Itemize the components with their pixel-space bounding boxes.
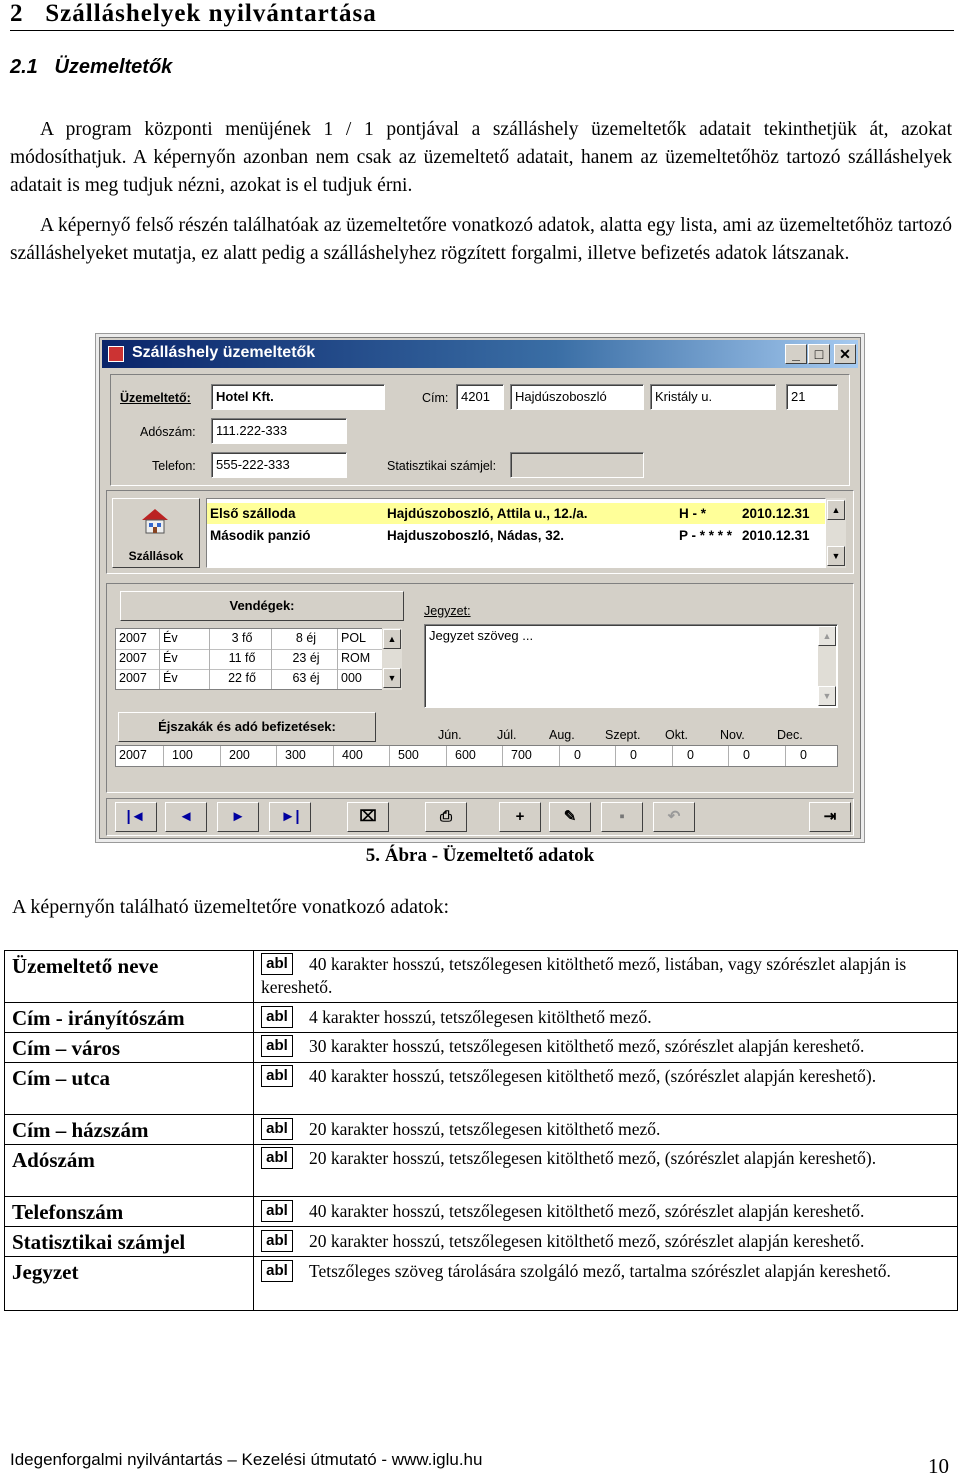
field-name: Statisztikai számjel xyxy=(12,1230,186,1254)
prev-record-icon[interactable]: ◄ xyxy=(165,802,207,832)
payment-value: 0 xyxy=(729,746,786,766)
table-row-divider xyxy=(5,1032,957,1033)
payment-value: 100 xyxy=(164,746,221,766)
lodging-row[interactable] xyxy=(207,525,826,546)
save-icon[interactable]: ▪ xyxy=(601,802,643,832)
operator-label: Üzemeltető: xyxy=(120,391,191,405)
maximize-button[interactable]: □ xyxy=(808,344,830,364)
payment-value: 600 xyxy=(447,746,503,766)
address-label: Cím: xyxy=(422,391,449,405)
payment-value: 700 xyxy=(503,746,560,766)
section-heading: 2 Szálláshelyek nyilvántartása xyxy=(10,0,377,27)
guest-year: 2007 xyxy=(116,669,160,689)
guest-row[interactable] xyxy=(116,649,399,670)
window-title: Szálláshely üzemeltetők xyxy=(132,344,316,361)
text-field-icon: abl xyxy=(261,1147,293,1169)
guest-period: Év xyxy=(160,649,210,669)
page-number: 10 xyxy=(928,1454,949,1478)
field-name: Üzemeltető neve xyxy=(12,954,159,978)
field-description: abl 40 karakter hosszú, tetszőlegesen kitölthető mező, szórészlet alapján kereshető. xyxy=(261,1200,951,1223)
lodging-name: Első szálloda xyxy=(210,506,296,521)
houseno-field[interactable]: 21 xyxy=(786,384,838,410)
guests-grid[interactable] xyxy=(115,628,400,690)
field-description: abl 20 karakter hosszú, tetszőlegesen kitölthető mező. xyxy=(261,1118,951,1141)
page-footer: Idegenforgalmi nyilvántartás – Kezelési útmutató - www.iglu.hu xyxy=(10,1450,483,1469)
guests-scrollbar[interactable] xyxy=(382,628,402,690)
stat-label: Statisztikai számjel: xyxy=(387,459,497,473)
nav-toolbar xyxy=(106,798,854,836)
paragraph-1: A program központi menüjének 1 / 1 pontjával a szálláshely üzemeltetők adatait tekinthetjük át, azokat módosíthatjuk. A képernyőn azonban nem csak az üzemeltető adatait, hanem az üzemeltetőhöz tartozó szálláshelyek adatait is meg tudjuk nézni, azokat is el tudjuk érni. xyxy=(10,119,952,196)
subsection-heading: 2.1 Üzemeltetők xyxy=(10,56,173,78)
guest-country: 000 xyxy=(341,671,362,685)
filter-icon[interactable]: ⌧ xyxy=(347,802,389,832)
text-field-icon: abl xyxy=(261,1006,293,1028)
guest-row[interactable] xyxy=(116,669,399,689)
payment-value: 500 xyxy=(390,746,447,766)
payment-value: 0 xyxy=(560,746,616,766)
lodgings-scrollbar[interactable] xyxy=(826,498,846,568)
scroll-down-icon[interactable]: ▼ xyxy=(818,686,836,706)
lodging-date: 2010.12.31 xyxy=(742,506,810,521)
figure-caption: 5. Ábra - Üzemeltető adatok xyxy=(365,845,595,866)
city-field[interactable]: Hajdúszoboszló xyxy=(510,384,644,410)
table-row-divider xyxy=(5,1062,957,1063)
phone-label: Telefon: xyxy=(152,459,196,473)
payment-value: 200 xyxy=(221,746,277,766)
field-name: Cím - irányítószám xyxy=(12,1006,185,1030)
field-description: abl 20 karakter hosszú, tetszőlegesen kitölthető mező, szórészlet alapján kereshető. xyxy=(261,1230,951,1253)
minimize-button[interactable]: _ xyxy=(785,344,807,364)
month-label: Nov. xyxy=(720,728,745,742)
paragraph-2: A képernyő felső részén találhatóak az üzemeltetőre vonatkozó adatok, alatta egy lista, ami az üzemeltetőhöz tartozó szálláshelyeket mutatja, ez alatt pedig a szálláshelyhez rögzített forgalmi, illetve befizetés adatok látszanak. xyxy=(10,215,952,264)
guest-country: POL xyxy=(341,631,367,645)
lodging-address: Hajdúszoboszló, Attila u., 12./a. xyxy=(387,506,588,521)
text-field-icon: abl xyxy=(261,1200,293,1222)
guest-persons: 22 fő xyxy=(210,669,272,689)
table-row-divider xyxy=(5,1114,957,1115)
notes-field[interactable]: Jegyzet szöveg ... xyxy=(424,624,838,708)
notes-scrollbar[interactable] xyxy=(818,626,836,706)
lodgings-button[interactable] xyxy=(112,498,200,568)
guest-nights: 63 éj xyxy=(272,669,338,689)
lodgings-list[interactable] xyxy=(206,498,826,568)
taxno-field[interactable]: 111.222-333 xyxy=(211,418,347,444)
first-record-icon[interactable]: |◄ xyxy=(115,802,157,832)
field-name: Jegyzet xyxy=(12,1260,79,1284)
field-name: Cím – utca xyxy=(12,1066,110,1090)
guest-persons: 3 fő xyxy=(210,629,272,649)
payments-grid[interactable] xyxy=(115,745,838,767)
month-label: Júl. xyxy=(497,728,517,742)
screenshot-frame xyxy=(95,333,865,843)
table-row-divider xyxy=(5,1226,957,1227)
guest-country: ROM xyxy=(341,651,371,665)
text-field-icon: abl xyxy=(261,1260,293,1282)
stat-field[interactable] xyxy=(510,452,644,478)
field-name: Adószám xyxy=(12,1148,95,1172)
payment-year: 2007 xyxy=(116,746,164,766)
next-record-icon[interactable]: ► xyxy=(217,802,259,832)
lodging-address: Hajduszoboszló, Nádas, 32. xyxy=(387,528,565,543)
field-description: abl 40 karakter hosszú, tetszőlegesen kitölthető mező, listában, vagy szórészlet alapján is kereshető. xyxy=(261,954,907,997)
guest-row[interactable] xyxy=(116,629,399,650)
guest-period: Év xyxy=(160,669,210,689)
month-label: Aug. xyxy=(549,728,575,742)
scroll-up-icon[interactable]: ▲ xyxy=(818,626,836,646)
phone-field[interactable]: 555-222-333 xyxy=(211,452,347,478)
field-description: abl 4 karakter hosszú, tetszőlegesen kitölthető mező. xyxy=(261,1006,951,1029)
guest-year: 2007 xyxy=(116,649,160,669)
payment-value: 0 xyxy=(616,746,673,766)
field-description: abl 40 karakter hosszú, tetszőlegesen kitölthető mező, (szórészlet alapján kereshető). xyxy=(261,1065,951,1088)
text-field-icon: abl xyxy=(261,1230,293,1252)
lodgings-button-label: Szállások xyxy=(128,549,184,563)
taxno-label: Adószám: xyxy=(140,425,196,439)
table-intro: A képernyőn található üzemeltetőre vonatkozó adatok: xyxy=(12,896,450,918)
lodging-date: 2010.12.31 xyxy=(742,528,810,543)
scroll-down-icon[interactable]: ▼ xyxy=(827,546,845,566)
text-field-icon: abl xyxy=(261,953,293,975)
lodging-name: Második panzió xyxy=(210,528,311,543)
month-label: Jún. xyxy=(438,728,462,742)
field-name: Cím – házszám xyxy=(12,1118,149,1142)
guest-nights: 8 éj xyxy=(272,629,338,649)
print-icon[interactable]: ⎙ xyxy=(425,802,467,832)
lodging-code: H - * xyxy=(679,506,706,521)
street-field[interactable]: Kristály u. xyxy=(650,384,776,410)
field-description: abl 30 karakter hosszú, tetszőlegesen kitölthető mező, szórészlet alapján kereshető. xyxy=(261,1035,951,1058)
month-label: Szept. xyxy=(605,728,641,742)
text-field-icon: abl xyxy=(261,1118,293,1140)
guest-nights: 23 éj xyxy=(272,649,338,669)
fields-table xyxy=(4,950,958,1311)
edit-record-icon[interactable]: ✎ xyxy=(549,802,591,832)
payment-value: 300 xyxy=(277,746,334,766)
payments-button[interactable]: Éjszakák és adó befizetések: xyxy=(118,712,376,742)
guest-period: Év xyxy=(160,629,210,649)
guest-persons: 11 fő xyxy=(210,649,272,669)
text-field-icon: abl xyxy=(261,1035,293,1057)
payment-value: 0 xyxy=(673,746,729,766)
lodging-code: P - * * * * xyxy=(679,528,733,543)
close-button[interactable]: ✕ xyxy=(834,344,856,364)
field-description: abl Tetszőleges szöveg tárolására szolgáló mező, tartalma szórészlet alapján kereshető. xyxy=(261,1260,951,1283)
payment-value: 400 xyxy=(334,746,390,766)
scroll-down-icon[interactable]: ▼ xyxy=(383,668,401,688)
operator-name-field[interactable]: Hotel Kft. xyxy=(211,384,385,410)
table-row-divider xyxy=(5,1196,957,1197)
scroll-up-icon[interactable]: ▲ xyxy=(383,629,401,649)
table-row-divider xyxy=(5,1256,957,1257)
lodging-row[interactable] xyxy=(207,503,826,524)
field-description: abl 20 karakter hosszú, tetszőlegesen kitölthető mező, (szórészlet alapján kereshető). xyxy=(261,1147,951,1170)
table-row-divider xyxy=(5,1002,957,1003)
last-record-icon[interactable]: ►| xyxy=(269,802,311,832)
title-bar xyxy=(102,340,858,368)
app-icon xyxy=(108,346,124,362)
month-label: Dec. xyxy=(777,728,803,742)
guests-button[interactable]: Vendégek: xyxy=(120,591,404,621)
zip-field[interactable]: 4201 xyxy=(456,384,504,410)
exit-icon[interactable]: ⇥ xyxy=(809,802,851,832)
table-row-divider xyxy=(5,1144,957,1145)
scroll-up-icon[interactable]: ▲ xyxy=(827,500,845,520)
text-field-icon: abl xyxy=(261,1065,293,1087)
month-label: Okt. xyxy=(665,728,688,742)
heading-rule xyxy=(10,30,954,31)
guest-year: 2007 xyxy=(116,629,160,649)
field-name: Telefonszám xyxy=(12,1200,124,1224)
house-icon xyxy=(139,507,171,533)
notes-label: Jegyzet: xyxy=(424,604,471,618)
app-window xyxy=(99,337,861,839)
new-record-icon[interactable]: + xyxy=(499,802,541,832)
payment-value: 0 xyxy=(800,748,807,762)
field-name: Cím – város xyxy=(12,1036,121,1060)
undo-icon[interactable]: ↶ xyxy=(653,802,695,832)
